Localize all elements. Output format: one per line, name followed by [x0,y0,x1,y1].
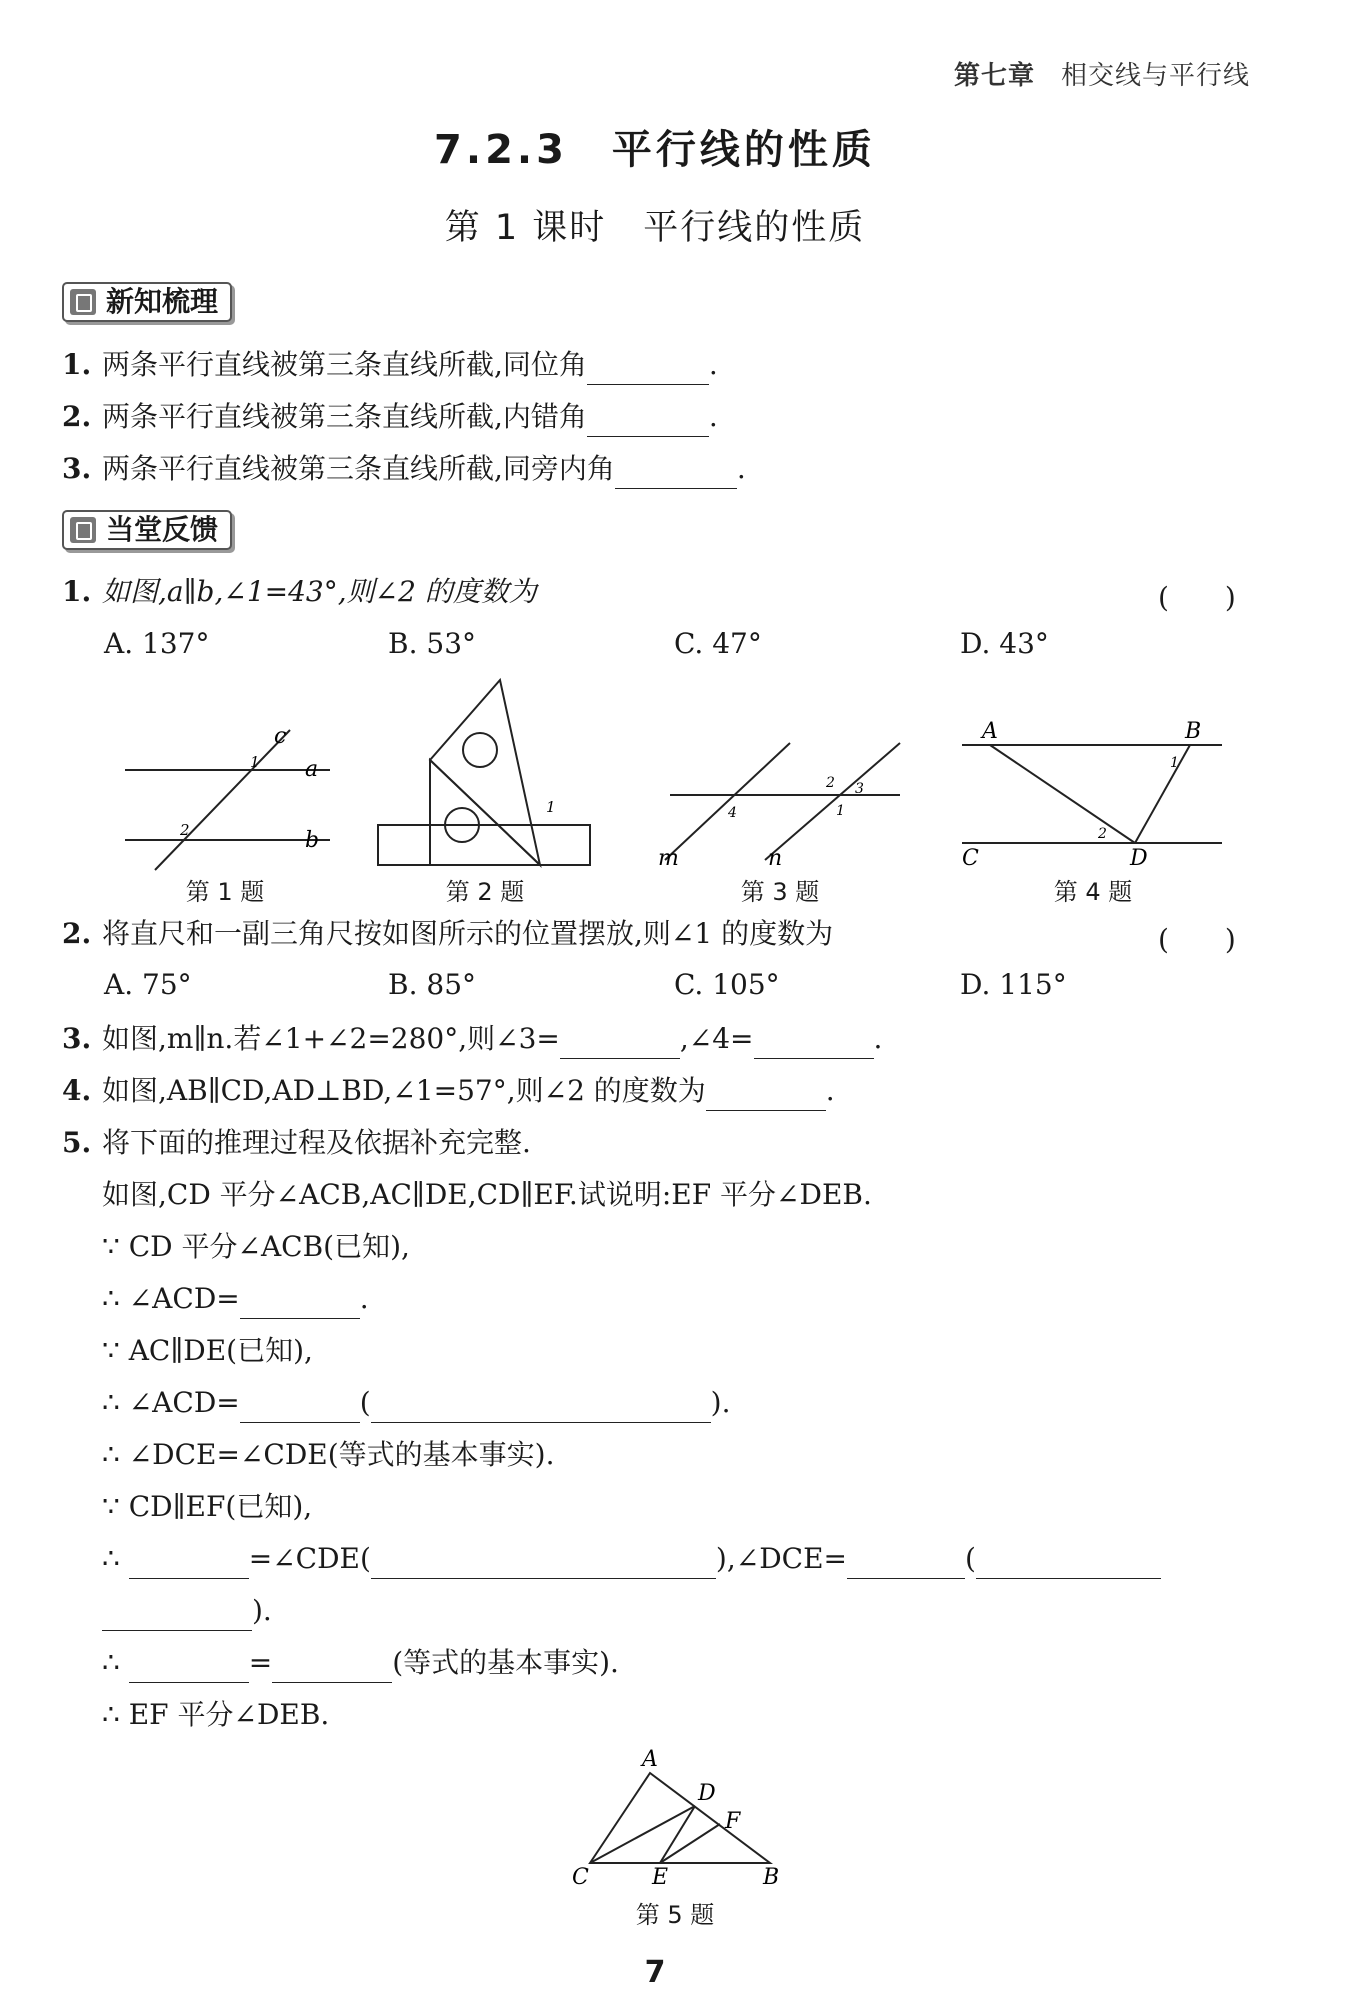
section-label: 当堂反馈 [106,513,219,546]
question-number: 5. [62,1126,92,1159]
label-D: D [698,1781,716,1806]
question-text: 如图,AB∥CD,AD⊥BD,∠1=57°,则∠2 的度数为 [102,1074,706,1107]
question-end: . [825,1074,835,1107]
q5-line-4: ∴ ∠ACD= ( ). [102,1383,731,1423]
label-C: C [962,846,979,871]
answer-blank[interactable] [129,1652,249,1683]
knowledge-item-1 [62,345,718,385]
answer-blank[interactable] [587,406,709,437]
answer-blank-angle3[interactable] [560,1028,680,1059]
question-end: . [873,1022,883,1055]
reason-blank[interactable] [976,1548,1161,1579]
question-5 [62,1123,531,1163]
answer-paren[interactable]: ( ) [1158,923,1236,956]
item-end: . [708,400,718,433]
angle-3-label: 3 [855,781,864,797]
angle-2-label: 2 [826,775,835,791]
reason-blank-cont[interactable] [102,1600,252,1631]
line-text: ∴ ∠ACD= [102,1386,240,1419]
answer-paren[interactable]: ( ) [1158,581,1236,614]
figure-2 [370,675,600,875]
angle-1-label: 1 [1170,755,1179,771]
q5-line-1: ∵ CD 平分∠ACB(已知), [102,1230,410,1263]
chapter-title: 相交线与平行线 [1060,61,1250,91]
option-d[interactable]: D. 43° [960,627,1049,660]
angle-2-label: 2 [1098,826,1107,842]
chapter-number: 第七章 [953,61,1035,91]
figure-5-caption: 第 5 题 [635,1901,715,1929]
figure-3 [650,675,910,875]
item-text: 两条平行直线被第三条直线所截,同位角 [102,348,587,381]
line-text: ). [252,1594,272,1627]
label-B: B [1185,719,1202,744]
figure-2-caption: 第 2 题 [445,878,525,906]
question-2 [62,914,833,954]
option-c[interactable]: C. 105° [674,968,780,1001]
section-title: 7.2.3 平行线的性质 [434,127,876,173]
line-text: ∴ [102,1646,120,1679]
figure-5 [560,1748,800,1888]
section-label: 新知梳理 [106,285,219,318]
knowledge-item-2 [62,397,718,437]
question-text: 如图,m∥n.若∠1+∠2=280°,则∠3= [102,1022,560,1055]
label-c: c [274,724,287,749]
option-c[interactable]: C. 47° [674,627,762,660]
label-a: a [305,757,319,782]
label-A: A [642,1748,658,1772]
answer-blank[interactable] [847,1548,965,1579]
option-a[interactable]: A. 75° [104,968,192,1001]
option-a[interactable]: A. 137° [104,627,210,660]
question-text: 将下面的推理过程及依据补充完整. [102,1126,531,1159]
label-m: m [658,846,679,871]
question-text: ,∠4= [679,1022,754,1055]
q5-line-3: ∵ AC∥DE(已知), [102,1334,313,1367]
line-text: = [248,1646,273,1679]
figure-3-caption: 第 3 题 [740,878,820,906]
item-text: 两条平行直线被第三条直线所截,内错角 [102,400,587,433]
answer-blank-angle4[interactable] [754,1028,874,1059]
q5-line-7 [102,1539,1161,1579]
question-3 [62,1019,882,1059]
figure-4 [950,675,1230,875]
q5-line-6: ∵ CD∥EF(已知), [102,1490,313,1523]
question-4 [62,1071,835,1111]
answer-blank[interactable] [272,1652,392,1683]
line-text: (等式的基本事实). [392,1646,619,1679]
page-number: 7 [644,1955,666,1990]
lesson-title: 第 1 课时 平行线的性质 [444,208,866,248]
running-header [954,55,1250,92]
q5-line-2: ∴ ∠ACD= . [102,1279,369,1319]
label-F: F [725,1809,741,1834]
answer-blank[interactable] [615,458,737,489]
q5-line-5: ∴ ∠DCE=∠CDE(等式的基本事实). [102,1438,555,1471]
item-number: 2. [62,400,92,433]
reason-blank[interactable] [371,1392,711,1423]
question-text: 将直尺和一副三角尺按如图所示的位置摆放,则∠1 的度数为 [102,917,834,950]
label-D: D [1130,846,1148,871]
pen-icon [70,517,96,543]
question-text: 如图,a∥b,∠1=43°,则∠2 的度数为 [102,575,537,608]
angle-2-label: 2 [180,821,190,839]
q5-given: 如图,CD 平分∠ACB,AC∥DE,CD∥EF.试说明:EF 平分∠DEB. [102,1178,872,1211]
book-icon [70,289,96,315]
label-b: b [305,828,320,853]
section-badge-feedback [62,510,232,550]
line-text: =∠CDE( [248,1542,371,1575]
item-end: . [736,452,746,485]
question-number: 1. [62,575,92,608]
knowledge-item-3 [62,449,746,489]
answer-blank[interactable] [587,354,709,385]
q5-line-8 [102,1591,272,1631]
question-number: 4. [62,1074,92,1107]
angle-1-label: 1 [546,798,556,816]
figure-4-caption: 第 4 题 [1053,878,1133,906]
angle-1-label: 1 [836,803,845,819]
answer-blank[interactable] [706,1080,826,1111]
q5-line-10: ∴ EF 平分∠DEB. [102,1698,330,1731]
angle-4-label: 4 [728,805,737,821]
answer-blank[interactable] [240,1288,360,1319]
label-A: A [982,719,998,744]
label-B: B [763,1865,780,1888]
item-number: 3. [62,452,92,485]
question-1 [62,572,537,612]
option-d[interactable]: D. 115° [960,968,1067,1001]
figure-1 [100,675,340,875]
reason-blank[interactable] [371,1548,716,1579]
label-n: n [768,846,783,871]
figure-1-caption: 第 1 题 [185,878,265,906]
q5-line-9 [102,1643,619,1683]
question-number: 2. [62,917,92,950]
line-text: ( [964,1542,976,1575]
answer-blank[interactable] [240,1392,360,1423]
label-C: C [572,1865,589,1888]
label-E: E [652,1865,669,1888]
section-badge-new-knowledge [62,282,232,322]
option-b[interactable]: B. 53° [388,627,477,660]
item-end: . [708,348,718,381]
option-b[interactable]: B. 85° [388,968,477,1001]
line-text: ∴ [102,1542,120,1575]
question-number: 3. [62,1022,92,1055]
item-text: 两条平行直线被第三条直线所截,同旁内角 [102,452,615,485]
angle-1-label: 1 [250,753,260,771]
answer-blank[interactable] [129,1548,249,1579]
item-number: 1. [62,348,92,381]
line-text: ),∠DCE= [715,1542,847,1575]
line-text: ∴ ∠ACD= [102,1282,240,1315]
